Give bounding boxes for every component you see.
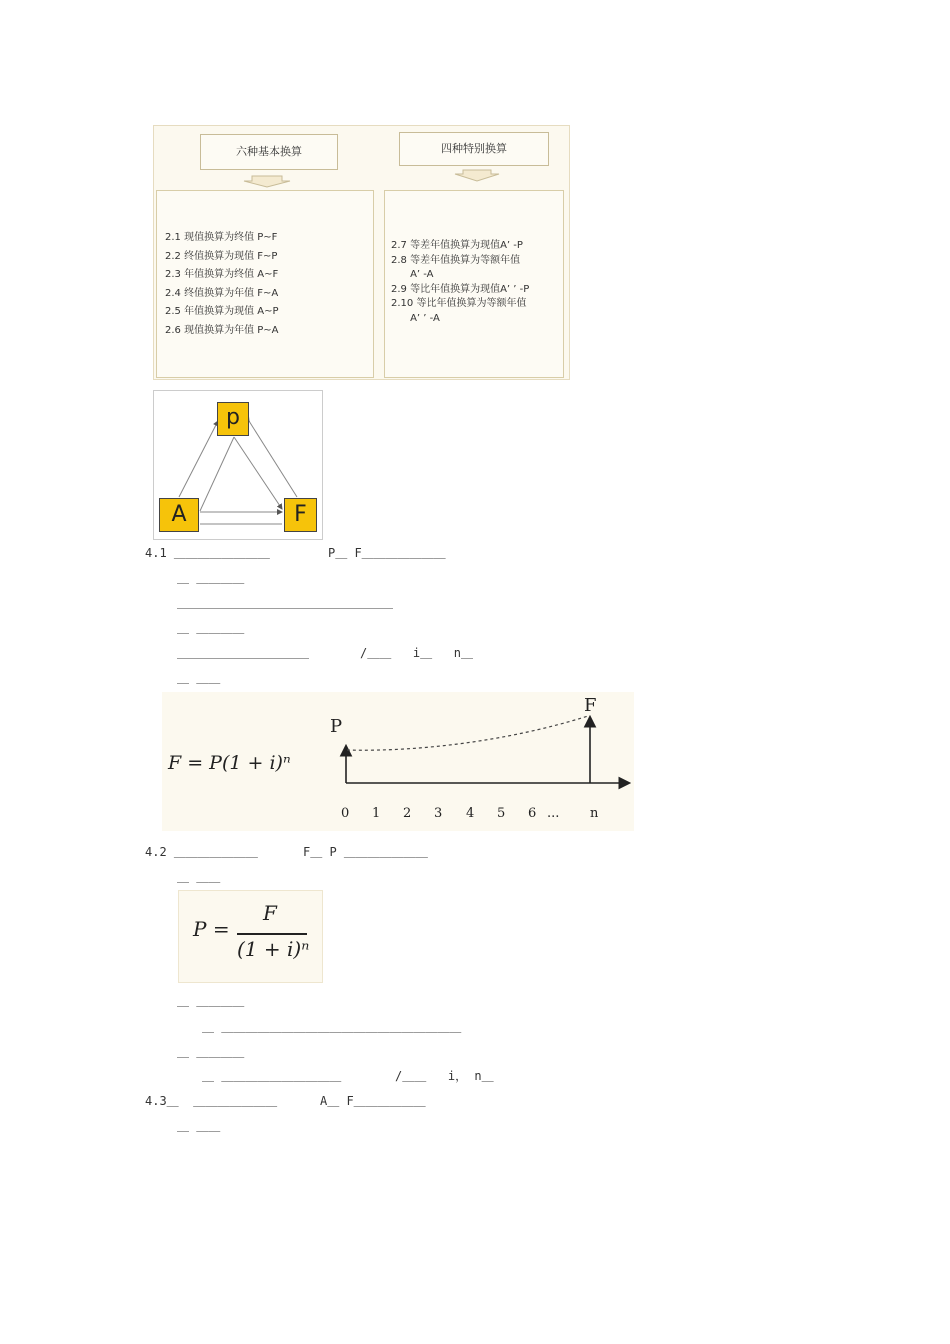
node-p: p	[217, 402, 249, 436]
basic-item-4: 2.4 终值换算为年值 F~A	[165, 287, 279, 299]
section-4-3-heading-cont: A＿ F＿＿＿＿＿＿	[320, 1094, 426, 1108]
section-4-2-bullet-3-text: ＿ ＿＿＿＿＿＿＿＿＿＿	[202, 1069, 342, 1083]
section-4-3-bullet-1: ＿ ＿＿	[177, 1119, 221, 1133]
section-4-2-heading: 4.2 ＿＿＿＿＿＿＿	[145, 845, 258, 859]
section-4-3-heading: 4.3＿ ＿＿＿＿＿＿＿	[145, 1094, 278, 1108]
special-conversions-panel	[384, 190, 564, 378]
fraction-bar	[237, 933, 307, 935]
section-4-1-bullet-1: ＿ ＿＿＿＿	[177, 571, 245, 585]
tick-n: n	[590, 806, 599, 821]
node-a: A	[159, 498, 199, 532]
special-item-2b: A’ -A	[391, 269, 434, 280]
present-value-formula-figure	[178, 890, 323, 983]
section-4-1-bullet-2: ＿ ＿＿＿＿	[177, 621, 245, 635]
node-f: F	[284, 498, 317, 532]
special-item-4: 2.10 等比年值换算为等额年值	[391, 298, 527, 309]
tick-5: 5	[497, 806, 506, 821]
tick-3: 3	[434, 806, 443, 821]
basic-item-2: 2.2 终值换算为现值 F~P	[165, 250, 278, 262]
tick-6: 6	[528, 806, 537, 821]
basic-item-3: 2.3 年值换算为终值 A~F	[165, 269, 279, 280]
tick-ellipsis: ...	[547, 806, 560, 821]
special-item-4b: A’ ’ -A	[391, 312, 440, 324]
future-value-formula: F = P(1 + i)ⁿ	[168, 752, 291, 774]
basic-item-1: 2.1 现值换算为终值 P~F	[165, 232, 278, 243]
basic-item-6: 2.6 现值换算为年值 P~A	[165, 324, 279, 336]
basic-item-5: 2.5 年值换算为现值 A~P	[165, 306, 279, 317]
formula-numerator: F	[263, 901, 277, 925]
section-4-1-bullet-1-text: ＿＿＿＿＿＿＿＿＿＿＿＿＿＿＿＿＿＿	[177, 596, 394, 610]
label-f: F	[584, 695, 597, 716]
formula-denominator: (1 + i)ⁿ	[237, 937, 310, 961]
section-4-2-bullet-2: ＿ ＿＿＿＿	[177, 994, 245, 1008]
special-conversions-header: 四种特别换算	[399, 132, 549, 166]
tick-0: 0	[341, 806, 350, 821]
basic-conversions-panel	[156, 190, 374, 378]
section-4-2-bullet-2-text: ＿ ＿＿＿＿＿＿＿＿＿＿＿＿＿＿＿＿＿＿＿＿	[202, 1020, 462, 1034]
special-item-1: 2.7 等差年值换算为现值A’ -P	[391, 240, 523, 251]
tick-4: 4	[466, 806, 475, 821]
cashflow-timeline	[162, 692, 634, 831]
basic-conversions-header: 六种基本换算	[200, 134, 338, 170]
future-value-cashflow-figure	[162, 692, 634, 831]
section-4-2-bullet-1: ＿ ＿＿	[177, 870, 221, 884]
special-item-2: 2.8 等差年值换算为等额年值	[391, 254, 521, 266]
section-4-1-heading: 4.1 ＿＿＿＿＿＿＿＿	[145, 546, 270, 560]
special-item-3: 2.9 等比年值换算为现值A’ ’ -P	[391, 283, 530, 295]
section-4-2-bullet-3: ＿ ＿＿＿＿	[177, 1045, 245, 1059]
section-4-1-bullet-2-params: /＿＿ i＿ n＿	[360, 646, 474, 660]
tick-1: 1	[372, 806, 381, 821]
paf-triangle-diagram	[153, 390, 323, 540]
conversion-overview-diagram	[153, 125, 570, 380]
label-p: P	[330, 716, 343, 737]
section-4-1-bullet-3: ＿ ＿＿	[177, 671, 221, 685]
tick-2: 2	[403, 806, 412, 821]
section-4-2-heading-cont: F＿ P ＿＿＿＿＿＿＿	[303, 845, 428, 859]
section-4-1-heading-cont: P＿ F＿＿＿＿＿＿＿	[328, 546, 446, 560]
formula-lhs: P =	[193, 917, 230, 941]
section-4-2-bullet-3-params: /＿＿ i， n＿	[395, 1069, 494, 1083]
section-4-1-bullet-2-text: ＿＿＿＿＿＿＿＿＿＿＿	[177, 646, 310, 660]
